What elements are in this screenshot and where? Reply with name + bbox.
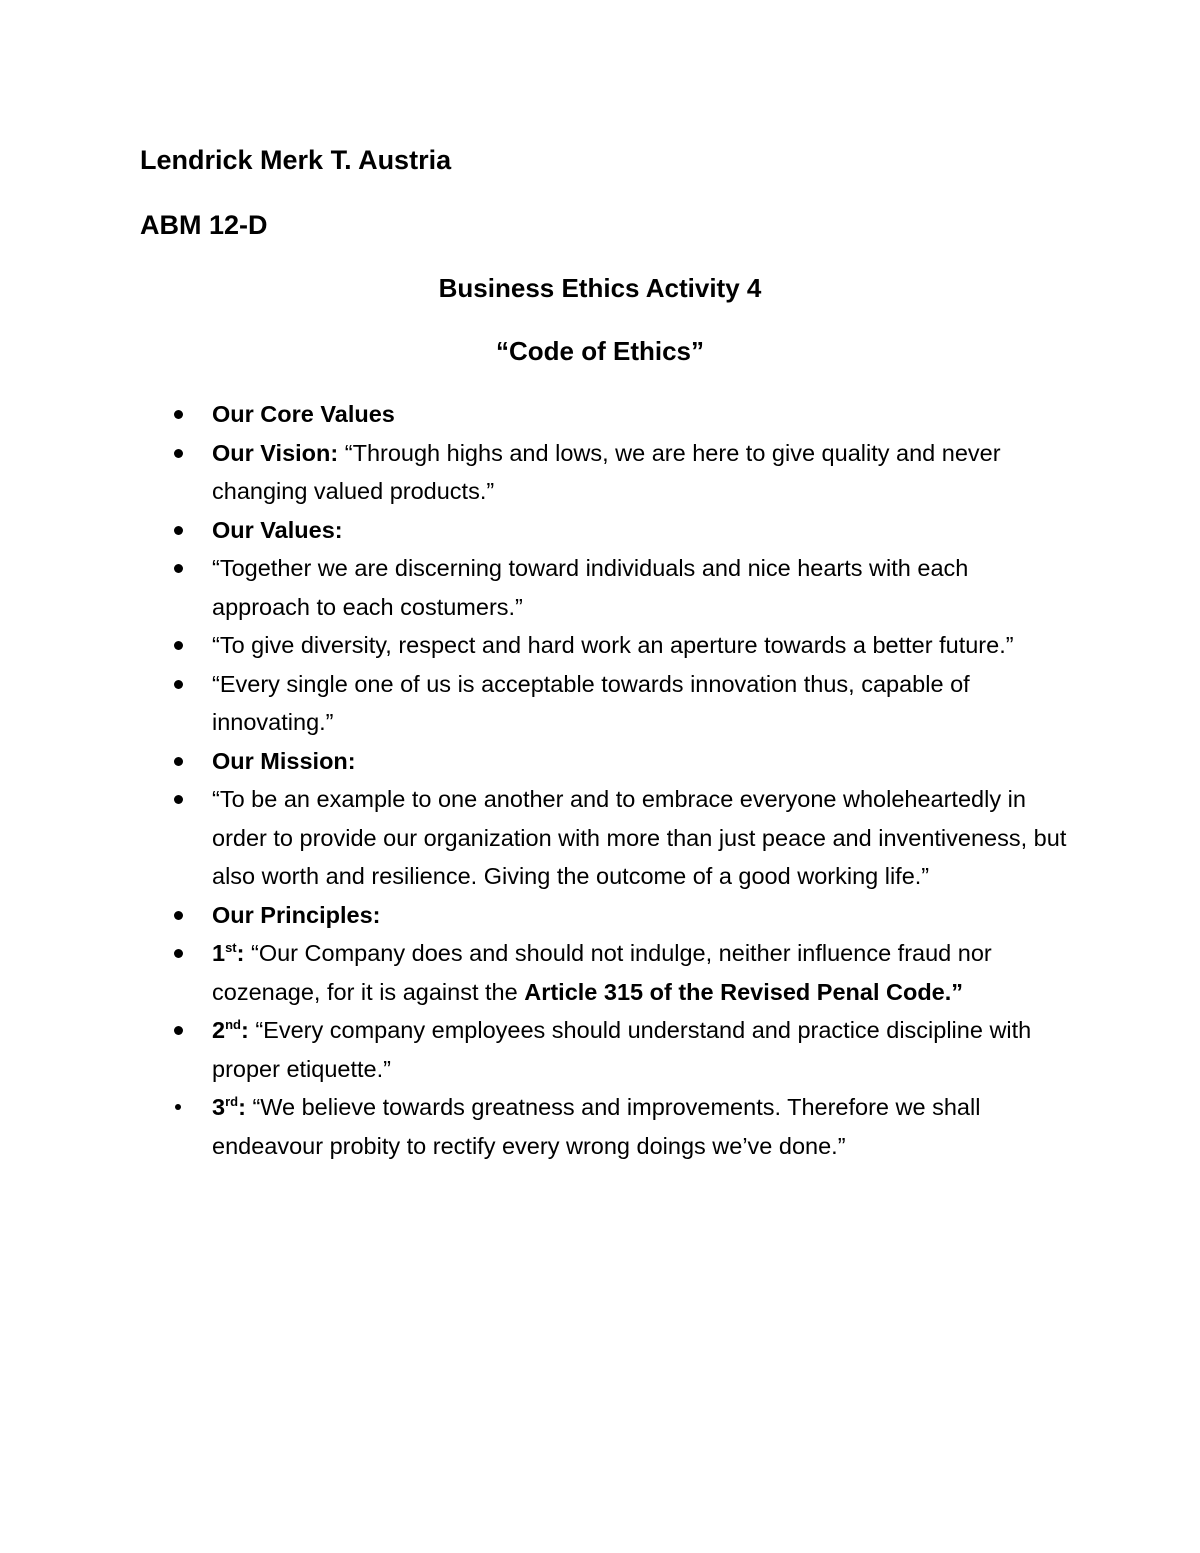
value-text: “Every single one of us is acceptable towards innovation thus, capable of innovating.” [212,670,970,735]
author-name: Lendrick Merk T. Austria [140,145,452,175]
list-item-mission-text [170,780,1070,896]
principle-ordinal: nd [225,1017,241,1033]
principle-emphasis: Article 315 of the Revised Penal Code.” [524,978,964,1005]
document-subtitle: “Code of Ethics” [495,336,704,366]
list-item-principles [170,896,1070,935]
list-item-principle-2 [170,1011,1070,1088]
bullet-icon [174,680,183,689]
value-text: “Together we are discerning toward individuals and nice hearts with each approach to each costumers.” [212,555,969,620]
list-item-mission [170,742,1070,781]
list-item-value-1 [170,549,1070,626]
principle-ordinal: rd [225,1094,239,1110]
vision-text: “Through highs and lows, we are here to give quality and never changing valued products.” [212,439,1001,504]
list-item-values [170,511,1070,550]
list-item-principle-3 [170,1088,1070,1165]
list-item-principle-1 [170,934,1070,1011]
list-item-core-values [170,395,1070,434]
core-values-heading: Our Core Values [212,401,395,427]
list-item-vision [170,434,1070,511]
principle-number: 2 [212,1017,226,1043]
principle-colon: : [238,1094,253,1120]
bullet-icon [174,410,183,419]
bullet-icon [174,449,183,458]
values-heading: Our Values: [212,516,343,543]
list-item-value-3 [170,665,1070,742]
code-of-ethics-list [170,395,1070,1165]
bullet-icon [175,1104,181,1110]
bullet-icon [174,526,183,535]
document-title: Business Ethics Activity 4 [438,273,762,303]
principle-text: “We believe towards greatness and improvements. Therefore we shall endeavour probity to rectify every wrong doings we’ve done.” [212,1094,981,1159]
bullet-icon [174,795,183,804]
principle-colon: : [240,1017,256,1043]
principle-number: 1 [212,940,226,966]
value-text: “To give diversity, respect and hard work an aperture towards a better future.” [212,632,1014,658]
vision-heading: Our Vision: [212,439,339,466]
bullet-icon [174,1026,183,1035]
mission-text: “To be an example to one another and to embrace everyone wholeheartedly in order to provide our organization with more than just peace and inventiveness, but also worth and resilience. Giving the outcome of a good working life.” [212,786,1067,889]
class-section: ABM 12-D [140,210,268,240]
bullet-icon [174,911,183,920]
principle-number: 3 [212,1094,226,1120]
list-item-value-2 [170,626,1070,665]
principles-heading: Our Principles: [212,901,381,928]
mission-heading: Our Mission: [212,747,356,774]
principle-text: “Every company employees should understand and practice discipline with proper etiquette.” [212,1017,1032,1082]
bullet-icon [174,564,183,573]
principle-ordinal: st [225,940,237,956]
bullet-icon [174,641,183,650]
principle-colon: : [236,940,251,966]
bullet-icon [174,949,183,958]
principle-text: “Our Company does and should not indulge, neither influence fraud nor cozenage, for it is against the [212,940,992,1005]
bullet-icon [174,757,183,766]
